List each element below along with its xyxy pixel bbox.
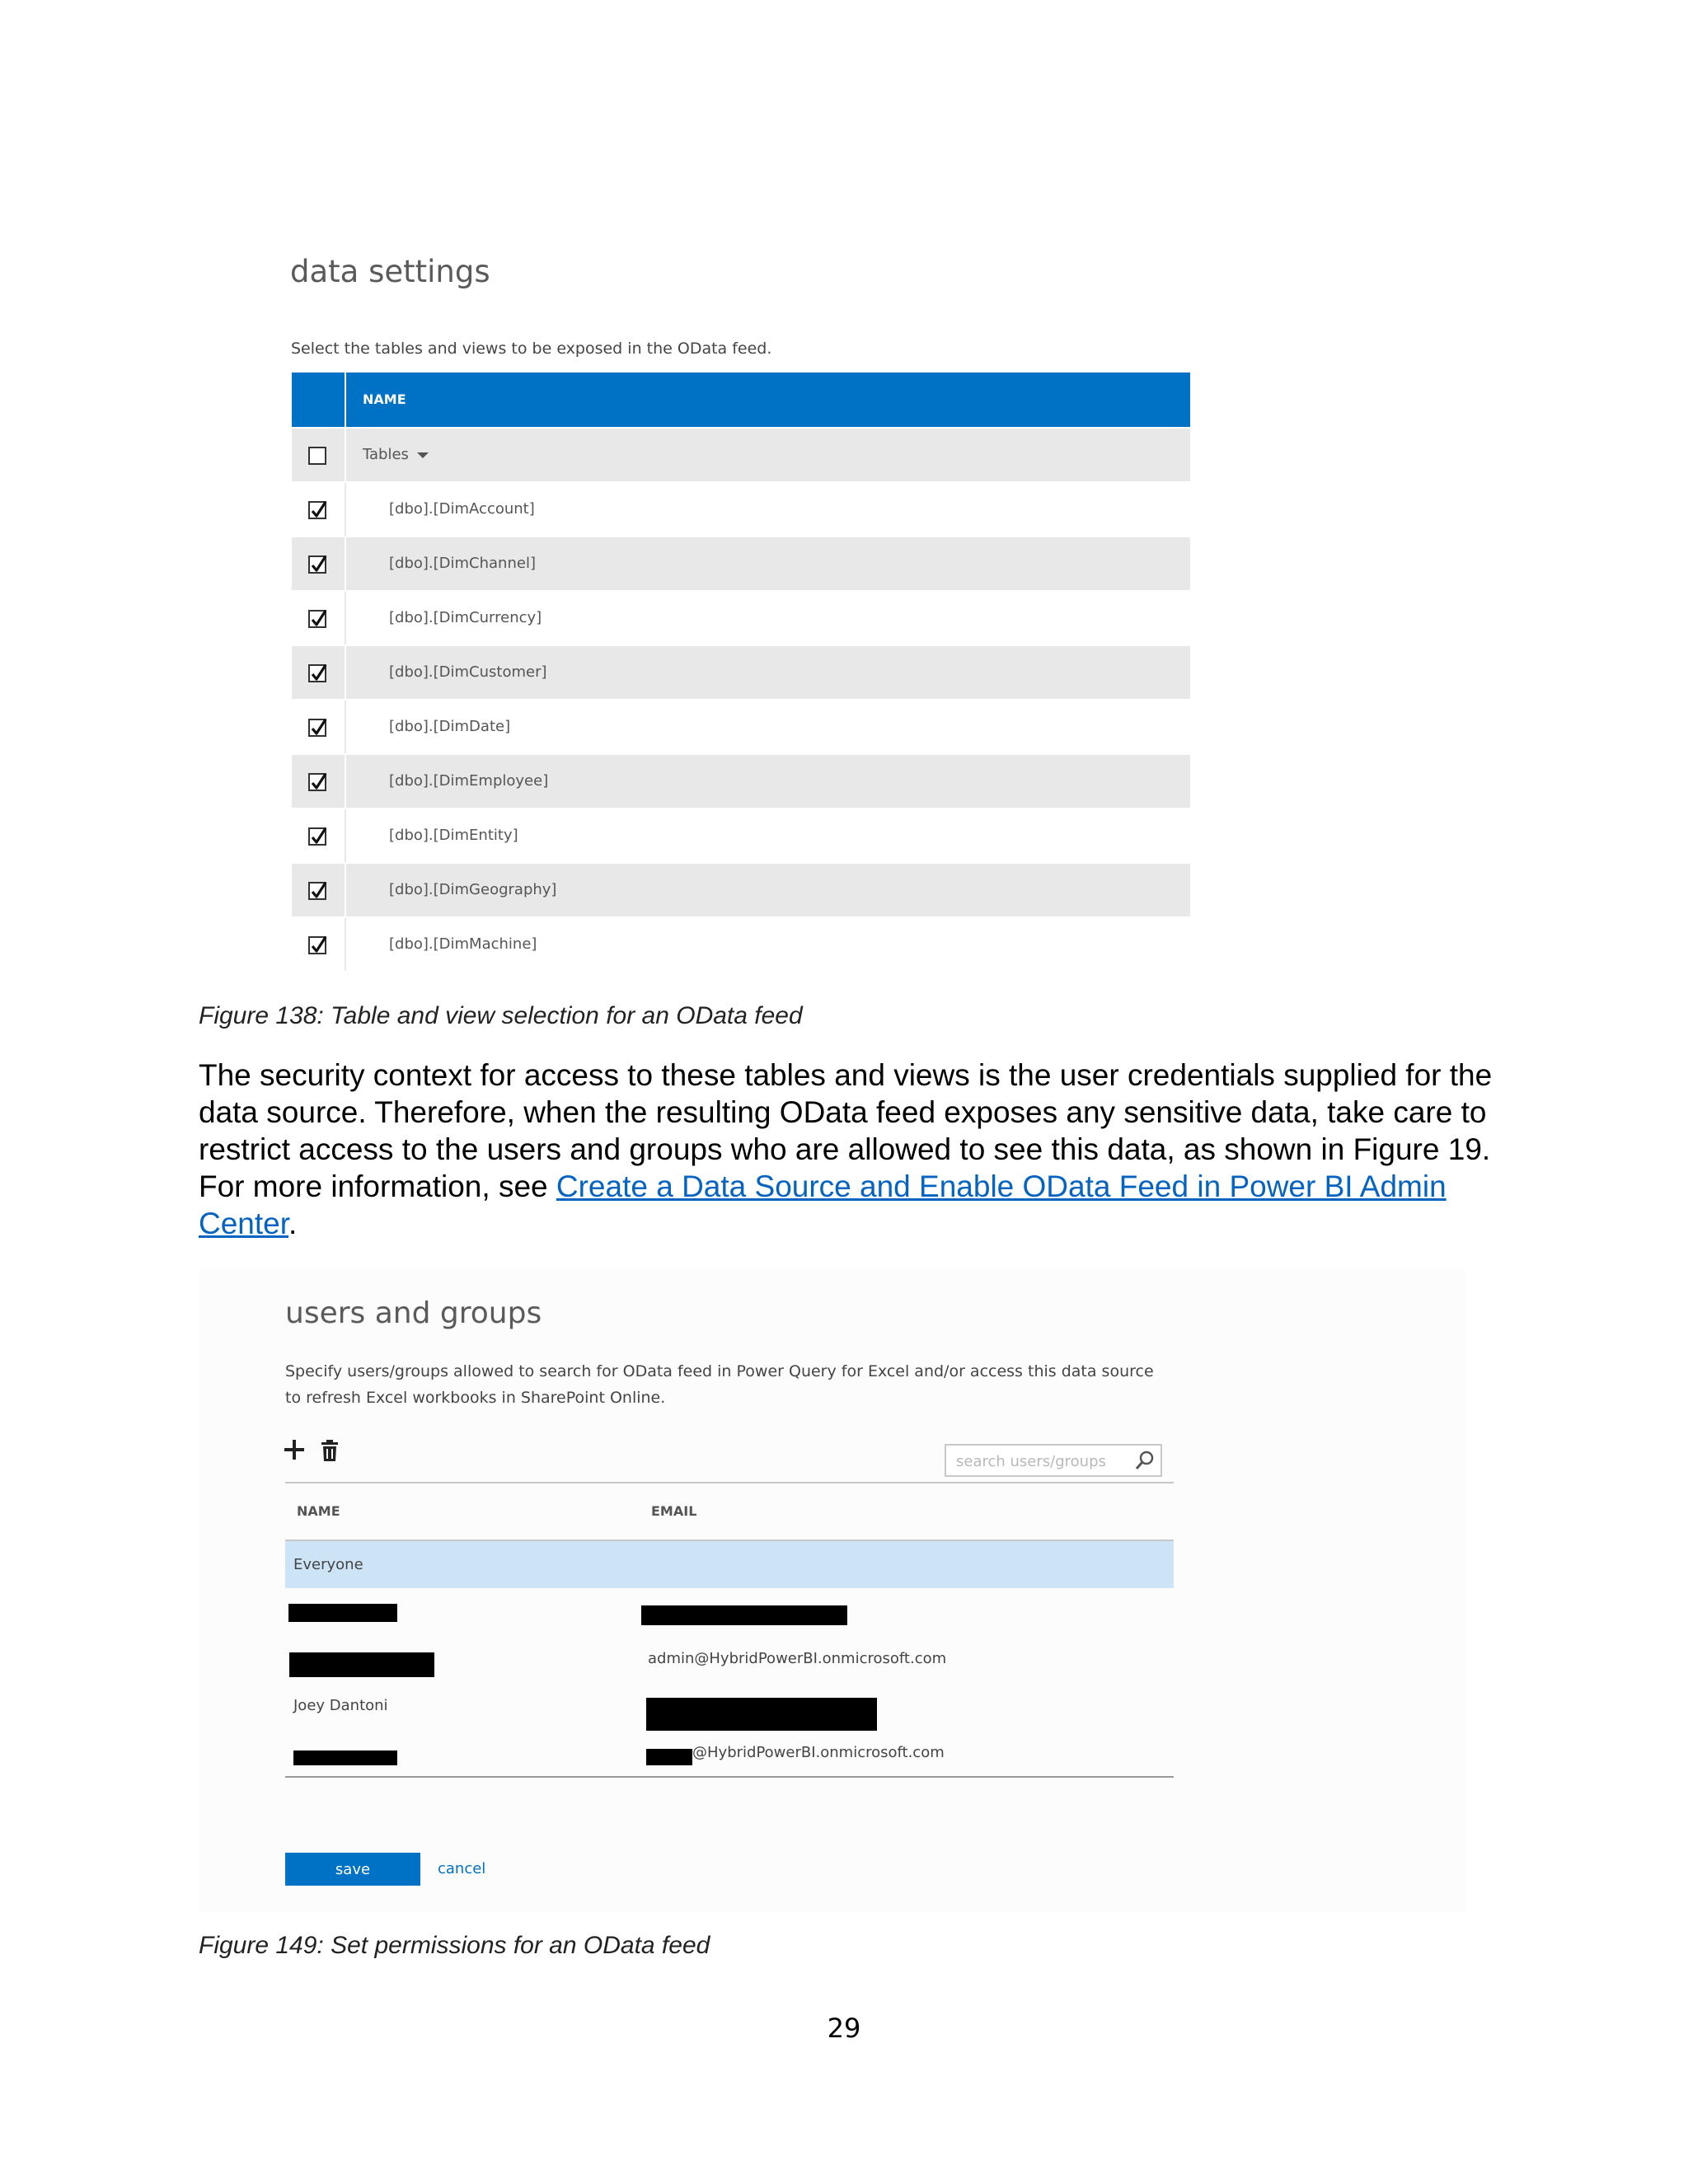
figure-138-caption: Figure 138: Table and view selection for an OData feed bbox=[199, 1002, 803, 1029]
checkbox-cell bbox=[292, 701, 346, 753]
table-bottom-divider bbox=[285, 1776, 1174, 1778]
grid-header-name: NAME bbox=[363, 391, 406, 407]
table-name: [dbo].[DimAccount] bbox=[389, 500, 535, 518]
tables-group-label: Tables bbox=[363, 446, 409, 463]
user-name: Joey Dantoni bbox=[293, 1697, 388, 1714]
checkbox-icon[interactable] bbox=[308, 447, 326, 465]
checkbox-icon[interactable] bbox=[308, 664, 326, 682]
users-table-header bbox=[285, 1483, 1174, 1541]
grid-row[interactable] bbox=[292, 592, 1190, 644]
checkbox-icon[interactable] bbox=[308, 936, 326, 954]
checkbox-cell bbox=[292, 592, 346, 644]
user-email: @HybridPowerBI.onmicrosoft.com bbox=[692, 1744, 945, 1761]
grid-row[interactable] bbox=[292, 755, 1190, 808]
grid-row[interactable] bbox=[292, 483, 1190, 536]
column-header-name: NAME bbox=[297, 1503, 340, 1519]
redacted-name bbox=[289, 1652, 434, 1677]
column-header-email: EMAIL bbox=[651, 1503, 697, 1519]
add-icon[interactable] bbox=[284, 1439, 305, 1464]
checkbox-cell bbox=[292, 864, 346, 916]
paragraph-text: The security context for access to these tables and views is the user credentials supplied for the data source. Therefore, when the resulting OData feed exposes any sensitive data, take care to restrict access to the users and groups who are allowed to see this data, as shown in Figure 19. For more information, see bbox=[199, 1058, 1493, 1203]
body-paragraph bbox=[199, 1057, 1501, 1242]
data-settings-title: data settings bbox=[290, 254, 490, 289]
table-name: [dbo].[DimChannel] bbox=[389, 555, 536, 572]
grid-row[interactable] bbox=[292, 701, 1190, 753]
table-name: [dbo].[DimGeography] bbox=[389, 881, 557, 898]
checkbox-icon[interactable] bbox=[308, 882, 326, 900]
checkbox-icon[interactable] bbox=[308, 501, 326, 519]
table-name-cell bbox=[346, 701, 1190, 753]
checkbox-cell bbox=[292, 483, 346, 536]
redacted-email bbox=[646, 1749, 692, 1765]
search-icon[interactable] bbox=[1134, 1450, 1156, 1474]
checkbox-cell bbox=[292, 918, 346, 971]
checkbox-cell bbox=[292, 809, 346, 862]
table-name-cell bbox=[346, 864, 1190, 916]
page-number: 29 bbox=[827, 2013, 861, 2044]
table-row[interactable] bbox=[285, 1729, 1174, 1776]
users-table bbox=[285, 1482, 1174, 1778]
users-groups-description: Specify users/groups allowed to search for OData feed in Power Query for Excel and/or access this data source to refresh Excel workbooks in SharePoint Online. bbox=[285, 1362, 1154, 1407]
grid-row[interactable] bbox=[292, 537, 1190, 590]
odata-feed-link[interactable]: Create a Data Source and Enable OData Feed in Power BI Admin Center bbox=[199, 1169, 1447, 1240]
grid-group-row[interactable] bbox=[292, 429, 1190, 481]
checkbox-icon[interactable] bbox=[308, 719, 326, 737]
user-name: Everyone bbox=[293, 1556, 363, 1573]
paragraph-end: . bbox=[288, 1207, 298, 1240]
grid-rows bbox=[292, 429, 1190, 971]
table-name-cell bbox=[346, 646, 1190, 699]
table-name: [dbo].[DimEmployee] bbox=[389, 772, 549, 790]
grid-header bbox=[292, 373, 1190, 427]
table-name-cell bbox=[346, 918, 1190, 971]
table-row[interactable] bbox=[285, 1635, 1174, 1682]
checkbox-cell bbox=[292, 755, 346, 808]
table-row[interactable] bbox=[285, 1682, 1174, 1729]
table-name-cell bbox=[346, 483, 1190, 536]
table-name: [dbo].[DimDate] bbox=[389, 718, 511, 735]
table-name: [dbo].[DimCurrency] bbox=[389, 609, 542, 626]
redacted-name bbox=[288, 1604, 397, 1622]
checkbox-cell bbox=[292, 429, 346, 481]
data-settings-instruction: Select the tables and views to be exposed in the OData feed. bbox=[291, 340, 772, 358]
tables-group-cell bbox=[346, 429, 1190, 481]
search-box bbox=[945, 1444, 1162, 1477]
checkbox-cell bbox=[292, 537, 346, 590]
table-row[interactable] bbox=[285, 1541, 1174, 1588]
chevron-down-icon[interactable] bbox=[417, 452, 429, 458]
grid-row[interactable] bbox=[292, 646, 1190, 699]
checkbox-icon[interactable] bbox=[308, 610, 326, 628]
table-name-cell bbox=[346, 755, 1190, 808]
grid-row[interactable] bbox=[292, 809, 1190, 862]
table-name: [dbo].[DimEntity] bbox=[389, 827, 518, 844]
table-selection-grid bbox=[292, 373, 1190, 971]
users-groups-title: users and groups bbox=[285, 1296, 542, 1330]
checkbox-cell bbox=[292, 646, 346, 699]
grid-row[interactable] bbox=[292, 864, 1190, 916]
table-name-cell bbox=[346, 537, 1190, 590]
table-row[interactable] bbox=[285, 1588, 1174, 1635]
figure-149-caption: Figure 149: Set permissions for an OData feed bbox=[199, 1932, 710, 1959]
grid-row[interactable] bbox=[292, 918, 1190, 971]
checkbox-icon[interactable] bbox=[308, 827, 326, 846]
redacted-email bbox=[646, 1698, 877, 1731]
trash-icon[interactable] bbox=[320, 1439, 340, 1465]
redacted-name bbox=[293, 1750, 397, 1765]
save-button[interactable]: save bbox=[285, 1853, 420, 1886]
table-name: [dbo].[DimCustomer] bbox=[389, 663, 547, 681]
cancel-link[interactable]: cancel bbox=[438, 1860, 486, 1877]
table-name: [dbo].[DimMachine] bbox=[389, 935, 537, 953]
redacted-email bbox=[641, 1605, 847, 1625]
checkbox-icon[interactable] bbox=[308, 773, 326, 791]
grid-header-checkbox-column bbox=[292, 373, 346, 427]
table-name-cell bbox=[346, 809, 1190, 862]
table-name-cell bbox=[346, 592, 1190, 644]
search-input[interactable] bbox=[954, 1449, 1123, 1474]
checkbox-icon[interactable] bbox=[308, 555, 326, 574]
user-email: admin@HybridPowerBI.onmicrosoft.com bbox=[648, 1650, 947, 1667]
